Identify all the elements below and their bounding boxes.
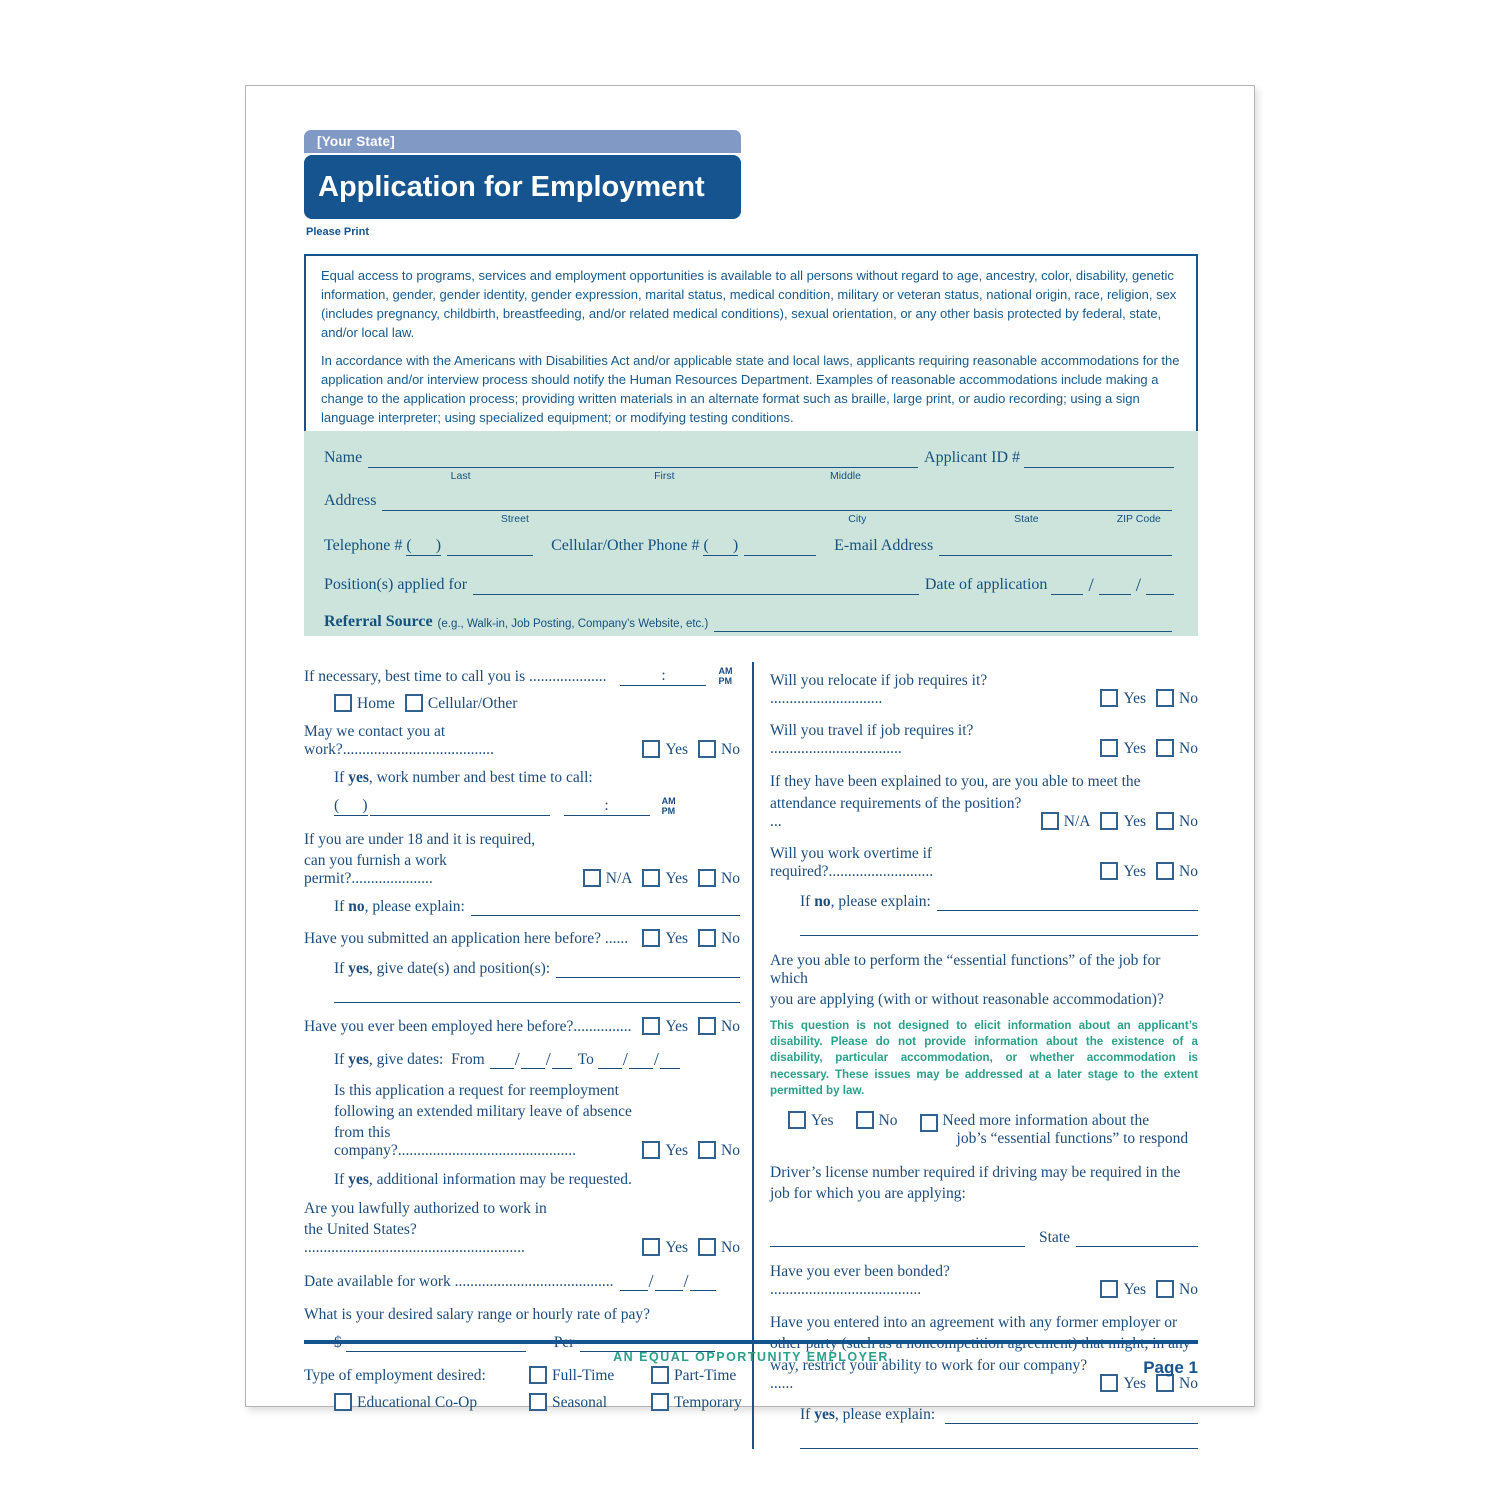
reemployment-question-line3 — [334, 1124, 740, 1160]
reemployment-question-line2 — [334, 1103, 740, 1121]
license-question-line2 — [770, 1185, 1198, 1203]
checkbox-label: Seasonal — [552, 1393, 608, 1411]
checkbox-icon[interactable] — [334, 694, 352, 712]
best-time-input-line[interactable]: : — [620, 667, 706, 686]
no-checkbox[interactable] — [698, 1018, 740, 1036]
checkbox-icon[interactable] — [651, 1393, 669, 1411]
question-text: If yes, give dates: From — [334, 1050, 485, 1068]
na-checkbox[interactable] — [1041, 813, 1091, 831]
bonded-question — [770, 1263, 1198, 1299]
telephone-label: Telephone # — [324, 537, 403, 554]
question-text: Will you relocate if job requires it? ............................. — [770, 672, 992, 707]
referral-row — [324, 613, 1178, 632]
equal-access-notice — [304, 254, 1198, 442]
question-text: Are you lawfully authorized to work in — [304, 1199, 547, 1217]
question-text: way, restrict your ability to work for our company? ...... — [770, 1357, 1091, 1393]
checkbox-label: Yes — [665, 1238, 689, 1256]
explain-input-line[interactable] — [471, 909, 740, 916]
checkbox-label: Yes — [665, 1017, 689, 1035]
to-year-line[interactable] — [660, 1062, 680, 1069]
email-label: E-mail Address — [834, 537, 934, 554]
no-checkbox[interactable] — [1156, 813, 1198, 831]
question-text: Date available for work ......................................... — [304, 1272, 614, 1290]
checkbox-label: No — [1179, 690, 1198, 707]
page-title: Application for Employment — [304, 155, 741, 219]
checkbox-label: Temporary — [674, 1393, 742, 1411]
question-text: If no, please explain: — [334, 897, 465, 915]
temporary-checkbox[interactable] — [651, 1394, 742, 1412]
checkbox-label: Yes — [665, 869, 689, 887]
applicant-id-label: Applicant ID # — [924, 449, 1020, 466]
checkbox-label: No — [1179, 740, 1198, 757]
question-text: Will you work overtime if required?........................... — [770, 845, 936, 880]
need-more-info-checkbox[interactable] — [920, 1112, 1189, 1148]
question-text: attendance requirements of the position? ... — [770, 795, 1026, 830]
yes-checkbox[interactable] — [642, 1142, 688, 1160]
license-state-line[interactable] — [1076, 1240, 1198, 1247]
question-text: from this company?.............................................. — [334, 1123, 576, 1159]
yes-checkbox[interactable] — [1100, 740, 1146, 758]
cellular-label: Cellular/Other Phone # — [551, 537, 700, 554]
checkbox-icon[interactable] — [1156, 862, 1174, 880]
checkbox-icon[interactable] — [642, 929, 660, 947]
checkbox-icon[interactable] — [334, 1393, 352, 1411]
salary-question — [304, 1306, 740, 1324]
from-year-line[interactable] — [552, 1062, 572, 1069]
checkbox-label: No — [1179, 813, 1198, 830]
am-pm-label: AM PM — [718, 666, 733, 686]
checkbox-icon[interactable] — [642, 869, 660, 887]
date-slash: / — [514, 1048, 520, 1069]
work-phone-area-code-line[interactable]: ( ) — [334, 796, 368, 814]
work-number-input-row — [334, 795, 740, 816]
name-sublabel-first: First — [654, 470, 675, 482]
best-time-question — [304, 666, 740, 686]
checkbox-icon[interactable] — [1100, 689, 1118, 707]
travel-question — [770, 722, 1198, 758]
telephone-area-code-line[interactable]: ( ) — [406, 537, 442, 554]
to-label: To — [577, 1050, 594, 1068]
checkbox-icon[interactable] — [1156, 812, 1174, 830]
no-checkbox[interactable] — [856, 1112, 898, 1130]
name-input-line[interactable] — [368, 449, 918, 482]
question-text: can you furnish a work permit?..................... — [304, 851, 451, 887]
attendance-question-line2 — [770, 795, 1198, 831]
checkbox-label: Cellular/Other — [427, 694, 518, 712]
address-sublabel-street: Street — [500, 513, 529, 525]
question-text: the United States? ......................................................... — [304, 1220, 525, 1256]
question-text: If yes, additional information may be requested. — [334, 1170, 632, 1188]
license-question-line1 — [770, 1164, 1198, 1182]
license-number-line[interactable] — [770, 1240, 1025, 1247]
address-input-line[interactable] — [382, 492, 1172, 525]
noncompete-question-line1 — [770, 1314, 1198, 1332]
explain-input-line2[interactable] — [800, 911, 1198, 936]
referral-source-input-line[interactable] — [714, 613, 1172, 632]
telephone-input-line[interactable] — [447, 537, 533, 556]
checkbox-icon[interactable] — [642, 1238, 660, 1256]
applicant-id-input-line[interactable] — [1024, 449, 1174, 468]
checkbox-icon[interactable] — [1156, 1280, 1174, 1298]
submitted-before-question — [304, 930, 740, 948]
checkbox-label: Yes — [1123, 1281, 1147, 1299]
email-input-line[interactable] — [939, 537, 1172, 556]
question-text: If necessary, best time to call you is .................... — [304, 667, 607, 685]
question-text: Is this application a request for reemployment — [334, 1081, 619, 1099]
applicant-identity-section — [304, 431, 1198, 636]
disability-disclaimer-note: This question is not designed to elicit information about an applicant’s disability. Please do not provide information about the existence of a disability, particular accommodation, or whether accommodation is necessary. These issues may be addressed at a later stage to the extent permitted by law. — [770, 1019, 1198, 1097]
explain-input-line2[interactable] — [800, 1424, 1198, 1449]
question-text: Have you ever been employed here before?............... — [304, 1017, 632, 1035]
checkbox-label: No — [721, 1141, 740, 1159]
checkbox-label: Yes — [665, 1141, 689, 1159]
question-text: If they have been explained to you, are you able to meet the — [770, 773, 1141, 790]
referral-source-hint: (e.g., Walk-in, Job Posting, Company’s Website, etc.) — [437, 618, 709, 630]
checkbox-label: Educational Co-Op — [357, 1393, 478, 1411]
equal-opportunity-employer-label: AN EQUAL OPPORTUNITY EMPLOYER — [613, 1350, 889, 1364]
checkbox-label: Need more information about the job’s “essential functions” to respond — [942, 1112, 1189, 1148]
no-checkbox[interactable] — [698, 741, 740, 759]
checkbox-label: No — [721, 1238, 740, 1256]
noncompete-explain-row — [800, 1406, 1198, 1424]
checkbox-label: No — [1179, 1375, 1198, 1393]
question-text: Driver’s license number required if driving may be required in the — [770, 1164, 1181, 1182]
question-text: What is your desired salary range or hourly rate of pay? — [304, 1305, 651, 1323]
checkbox-label: Yes — [1123, 1375, 1147, 1393]
relocate-question — [770, 672, 1198, 708]
date-day-line[interactable] — [1099, 576, 1131, 595]
checkbox-label: No — [1179, 1281, 1198, 1299]
questions-left-column — [304, 662, 754, 1449]
checkbox-icon[interactable] — [698, 929, 716, 947]
explain-input-line[interactable] — [937, 904, 1198, 911]
question-text: If yes, please explain: — [800, 1406, 940, 1424]
overtime-explain-row — [800, 893, 1198, 911]
address-label: Address — [324, 492, 377, 509]
name-sublabel-middle: Middle — [830, 470, 861, 482]
under-18-question-line1 — [304, 831, 740, 849]
question-text: Have you ever been bonded? ....................................... — [770, 1263, 954, 1299]
checkbox-icon[interactable] — [698, 1141, 716, 1159]
footer-divider — [304, 1340, 1198, 1344]
checkbox-icon[interactable] — [920, 1114, 938, 1132]
yes-checkbox[interactable] — [1100, 813, 1146, 831]
checkbox-icon[interactable] — [1100, 812, 1118, 830]
question-text: If you are under 18 and it is required, — [304, 830, 536, 848]
checkbox-label: Yes — [811, 1112, 834, 1130]
from-month-line[interactable] — [490, 1062, 514, 1069]
checkbox-icon[interactable] — [642, 740, 660, 758]
checkbox-icon[interactable] — [1100, 739, 1118, 757]
checkbox-icon[interactable] — [1100, 862, 1118, 880]
checkbox-icon[interactable] — [1156, 739, 1174, 757]
reemployment-question-line1 — [334, 1082, 740, 1100]
state-label: State — [1039, 1229, 1070, 1247]
permit-explain-row — [334, 898, 740, 916]
date-month-line[interactable] — [1051, 576, 1083, 595]
date-slash: / — [545, 1048, 551, 1069]
checkbox-icon[interactable] — [529, 1393, 547, 1411]
cellular-other-checkbox[interactable] — [405, 695, 518, 713]
checkbox-label: Yes — [665, 740, 689, 758]
checkbox-icon[interactable] — [698, 1017, 716, 1035]
please-print-label: Please Print — [306, 226, 369, 238]
address-sublabel-city: City — [848, 513, 867, 525]
checkbox-label: Yes — [1123, 740, 1147, 757]
address-sublabel-state: State — [1014, 513, 1039, 525]
employed-before-question — [304, 1018, 740, 1036]
question-text: If no, please explain: — [800, 893, 931, 910]
no-checkbox[interactable] — [1156, 1281, 1198, 1299]
checkbox-label: No — [878, 1112, 898, 1130]
essential-functions-answer-row — [770, 1112, 1198, 1148]
yes-checkbox[interactable] — [1100, 690, 1146, 708]
checkbox-icon[interactable] — [1100, 1280, 1118, 1298]
overtime-question — [770, 845, 1198, 881]
date-slash: / — [653, 1048, 659, 1069]
checkbox-label: Full-Time — [552, 1366, 615, 1384]
yes-checkbox[interactable] — [1100, 863, 1146, 881]
page-number: Page 1 — [1143, 1358, 1198, 1377]
employment-type-label: Type of employment desired: — [304, 1366, 486, 1384]
no-checkbox[interactable] — [1156, 863, 1198, 881]
no-checkbox[interactable] — [1156, 740, 1198, 758]
work-phone-input-line[interactable] — [370, 809, 550, 816]
checkbox-icon[interactable] — [583, 869, 601, 887]
no-checkbox[interactable] — [698, 930, 740, 948]
from-day-line[interactable] — [521, 1062, 545, 1069]
position-date-row — [324, 573, 1178, 595]
educational-coop-checkbox[interactable] — [334, 1394, 529, 1412]
available-month-line[interactable] — [620, 1284, 648, 1291]
employment-dates-row — [334, 1048, 740, 1069]
state-tab: [Your State] — [304, 130, 741, 153]
position-label: Position(s) applied for — [324, 576, 468, 593]
license-input-row — [770, 1229, 1198, 1247]
checkbox-label: Yes — [665, 929, 689, 947]
questions-right-column — [754, 662, 1198, 1449]
question-text: Have you submitted an application here before? ...... — [304, 929, 629, 947]
date-slash: / — [648, 1270, 654, 1291]
yes-checkbox[interactable] — [642, 1239, 688, 1257]
no-checkbox[interactable] — [1156, 690, 1198, 708]
address-sublabel-zip: ZIP Code — [1116, 513, 1161, 525]
checkbox-label: N/A — [605, 869, 633, 887]
questions-section — [304, 662, 1198, 1449]
question-text: job for which you are applying: — [770, 1185, 966, 1203]
checkbox-label: Part-Time — [674, 1366, 737, 1384]
position-input-line[interactable] — [473, 576, 919, 595]
yes-checkbox[interactable] — [642, 1018, 688, 1036]
cellular-area-code-line[interactable]: ( ) — [703, 537, 739, 554]
available-day-line[interactable] — [655, 1284, 683, 1291]
no-checkbox[interactable] — [698, 870, 740, 888]
date-slash: / — [1135, 575, 1141, 596]
question-text: Have you entered into an agreement with any former employer or — [770, 1314, 1178, 1332]
checkbox-icon[interactable] — [1156, 689, 1174, 707]
no-checkbox[interactable] — [698, 1142, 740, 1160]
checkbox-label: No — [1179, 863, 1198, 880]
checkbox-icon[interactable] — [856, 1111, 874, 1129]
employment-type-row2 — [304, 1394, 740, 1412]
name-label: Name — [324, 449, 363, 466]
checkbox-icon[interactable] — [698, 869, 716, 887]
question-text: May we contact you at work?....................................... — [304, 722, 494, 758]
authorized-question-line1 — [304, 1200, 740, 1218]
checkbox-label: No — [721, 929, 740, 947]
phone-type-checkboxes — [334, 695, 740, 713]
work-number-prompt — [334, 769, 740, 787]
checkbox-label: N/A — [1063, 813, 1091, 830]
application-form-page — [245, 85, 1255, 1424]
date-slash: / — [1088, 575, 1094, 596]
checkbox-label: Home — [357, 694, 395, 712]
application-date-label: Date of application — [924, 576, 1048, 593]
checkbox-label: No — [721, 740, 740, 758]
question-text: If yes, work number and best time to call: — [334, 768, 593, 786]
checkbox-icon[interactable] — [642, 1141, 660, 1159]
checkbox-label: Yes — [1123, 863, 1147, 880]
additional-info-note — [334, 1171, 740, 1189]
date-slash: / — [622, 1048, 628, 1069]
am-pm-label: AM PM — [661, 796, 676, 816]
seasonal-checkbox[interactable] — [529, 1394, 651, 1412]
attendance-question-line1 — [770, 773, 1198, 791]
checkbox-icon[interactable] — [642, 1017, 660, 1035]
checkbox-icon[interactable] — [1041, 812, 1059, 830]
checkbox-icon[interactable] — [788, 1111, 806, 1129]
essential-functions-question-line1 — [770, 952, 1198, 988]
checkbox-icon[interactable] — [405, 694, 423, 712]
question-text: Are you able to perform the “essential functions” of the job for which — [770, 952, 1165, 987]
dates-positions-input-line[interactable] — [556, 971, 740, 978]
essential-functions-question-line2 — [770, 991, 1198, 1009]
authorized-question-line2 — [304, 1221, 740, 1257]
checkbox-label: Yes — [1123, 690, 1147, 707]
dates-positions-input-line2[interactable] — [334, 978, 740, 1003]
name-sublabel-last: Last — [450, 470, 471, 482]
question-text: Will you travel if job requires it? .................................. — [770, 722, 978, 757]
checkbox-icon[interactable] — [698, 740, 716, 758]
question-text: you are applying (with or without reasonable accommodation)? — [770, 991, 1164, 1008]
yes-checkbox[interactable] — [642, 930, 688, 948]
home-checkbox[interactable] — [334, 695, 395, 713]
na-checkbox[interactable] — [583, 870, 633, 888]
yes-checkbox[interactable] — [1100, 1281, 1146, 1299]
checkbox-icon[interactable] — [698, 1238, 716, 1256]
name-row — [324, 449, 1178, 482]
address-row — [324, 492, 1178, 525]
checkbox-label: Yes — [1123, 813, 1147, 830]
referral-source-label: Referral Source — [324, 613, 433, 630]
contact-at-work-question — [304, 723, 740, 759]
date-year-line[interactable] — [1146, 576, 1174, 595]
yes-checkbox[interactable] — [642, 741, 688, 759]
available-year-line[interactable] — [690, 1284, 716, 1291]
yes-checkbox[interactable] — [642, 870, 688, 888]
to-day-line[interactable] — [629, 1062, 653, 1069]
checkbox-label: No — [721, 1017, 740, 1035]
equal-access-paragraph: Equal access to programs, services and employment opportunities is available to all persons without regard to age, ancestry, color, disability, genetic information, gender, gender identity, gender expression, marital status, medical condition, military or veteran status, national origin, race, religion, sex (includes pregnancy, childbirth, breastfeeding, and/or related medical conditions), sexual orientation, or any other basis protected by federal, state, and/or local law. — [321, 268, 1177, 340]
date-slash: / — [683, 1270, 689, 1291]
work-best-time-input-line[interactable]: : — [564, 797, 650, 816]
checkbox-label: No — [721, 869, 740, 887]
ada-accommodations-paragraph: In accordance with the Americans with Disabilities Act and/or applicable state and local laws, applicants requiring reasonable accommodations for the application and/or interview process should notify the Human Resources Department. Examples of reasonable accommodations include making a change to the application process; providing written materials in an alternate format such as braille, large print, or audio recording; using a sign language interpreter; using specialized equipment; or modifying testing conditions. — [321, 353, 1180, 425]
explain-input-line[interactable] — [945, 1417, 1198, 1424]
question-text: If yes, give date(s) and position(s): — [334, 959, 551, 977]
to-month-line[interactable] — [598, 1062, 622, 1069]
cellular-input-line[interactable] — [744, 537, 816, 556]
question-text: following an extended military leave of absence — [334, 1102, 632, 1120]
yes-checkbox[interactable] — [788, 1112, 834, 1130]
no-checkbox[interactable] — [698, 1239, 740, 1257]
under-18-question-line2 — [304, 852, 740, 888]
dates-positions-row — [334, 960, 740, 978]
phone-email-row — [324, 535, 1178, 556]
date-available-question — [304, 1270, 740, 1291]
